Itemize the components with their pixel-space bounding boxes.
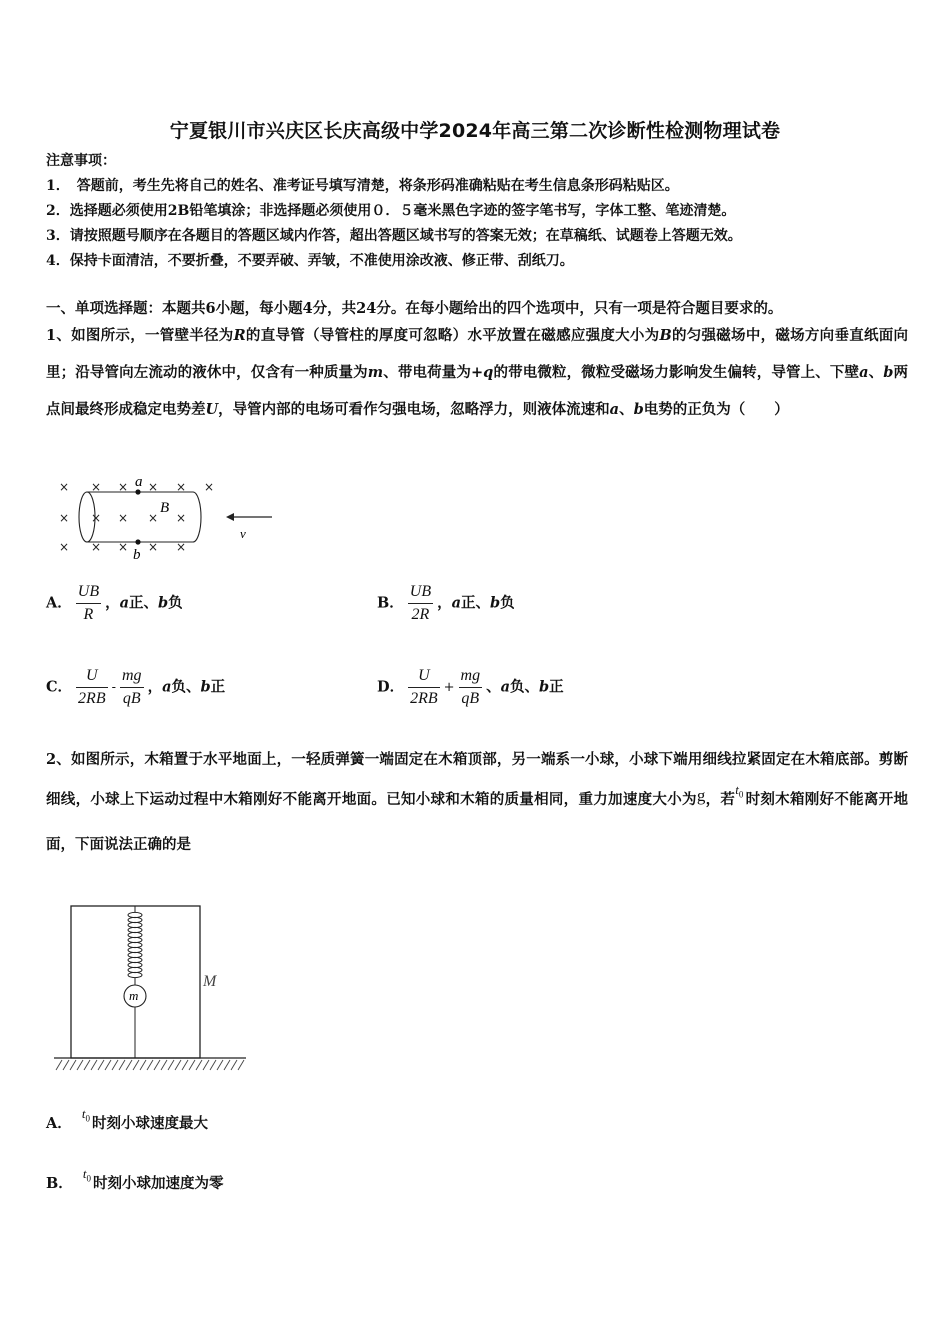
pipe-field-figure <box>50 472 290 564</box>
cross-mark: × <box>204 480 215 494</box>
option-d[interactable]: D． $\frac{U}{2RB}$ + $\frac{mg}{qB}$ 、a负、b正 <box>377 667 564 707</box>
cross-mark: × <box>148 511 159 525</box>
notice-item: 4．保持卡面清洁，不要折叠，不要弄破、弄皱，不准使用涂改液、修正带、刮纸刀。 <box>46 253 574 269</box>
cross-mark: × <box>59 480 70 494</box>
velocity-arrowhead <box>226 513 234 521</box>
cross-mark: × <box>59 540 70 554</box>
question-2-stem: 2、如图所示，木箱置于水平地面上，一轻质弹簧一端固定在木箱顶部，另一端系一小球，小球下端用细线拉紧固定在木箱底部。剪断细线，小球上下运动过程中木箱刚好不能离开地面。已知小球和木箱的质量相同，重力加速度大小为g，若$t_0$ 时刻木箱刚好不能离开地面，下面说法正确的是 <box>46 751 909 853</box>
option-c[interactable]: C． $\frac{U}{2RB}$ - $\frac{mg}{qB}$ ，a负、b正 <box>46 667 226 707</box>
cross-mark: × <box>91 511 102 525</box>
option-b[interactable]: B． $t_0$ 时刻小球加速度为零 <box>46 1166 224 1192</box>
label-a: a <box>135 474 143 490</box>
option-a[interactable]: A． $\frac{UB}{R}$ ，a正、b负 <box>46 583 183 623</box>
spring <box>128 912 142 977</box>
notice-item: 2．选择题必须使用2B铅笔填涂；非选择题必须使用０．５毫米黑色字迹的签字笔书写，字体工整、笔迹清楚。 <box>46 203 736 219</box>
cross-mark: × <box>176 480 187 494</box>
cross-mark: × <box>91 480 102 494</box>
label-m: m <box>129 988 139 1003</box>
point-a <box>135 489 140 494</box>
option-b[interactable]: B． $\frac{UB}{2R}$ ，a正、b负 <box>377 583 515 623</box>
cross-mark: × <box>91 540 102 554</box>
label-b: b <box>133 547 141 563</box>
label-B: B <box>160 500 170 516</box>
point-b <box>135 539 140 544</box>
label-M: M <box>203 973 217 990</box>
option-a[interactable]: A． $t_0$ 时刻小球速度最大 <box>46 1106 208 1132</box>
cross-mark: × <box>148 540 159 554</box>
box-spring-figure <box>50 898 260 1080</box>
question-1-stem: 1、如图所示，一管壁半径为R的直导管（导管柱的厚度可忽略）水平放置在磁感应强度大小为B的匀强磁场中，磁场方向垂直纸面向里；沿导管向左流动的液休中，仅含有一种质量为m、带电荷量为+q的带电微粒，微粒受磁场力影响发生偏转，导管上、下壁a、b两点间最终形成稳定电势差U，导管内部的电场可看作匀强电场，忽略浮力，则液体流速和a、b电势的正负为（ ） <box>46 327 909 418</box>
cross-mark: × <box>118 511 129 525</box>
cross-mark: × <box>59 511 70 525</box>
notice-item: 3．请按照题号顺序在各题目的答题区域内作答，超出答题区域书写的答案无效；在草稿纸、试题卷上答题无效。 <box>46 228 742 244</box>
cross-mark: × <box>118 540 129 554</box>
cross-mark: × <box>118 480 129 494</box>
cross-mark: × <box>176 511 187 525</box>
section-header: 一、单项选择题：本题共6小题，每小题4分，共24分。在每小题给出的四个选项中，只有一项是符合题目要求的。 <box>46 300 783 317</box>
cross-mark: × <box>148 480 159 494</box>
cross-mark: × <box>176 540 187 554</box>
page-title: 宁夏银川市兴庆区长庆高级中学2024年高三第二次诊断性检测物理试卷 <box>169 120 781 142</box>
label-v: v <box>240 526 246 541</box>
ground-hatch <box>56 1060 244 1070</box>
notice-heading: 注意事项： <box>46 153 116 169</box>
notice-item: 1． 答题前，考生先将自己的姓名、准考证号填写清楚，将条形码准确粘贴在考生信息条形码粘贴区。 <box>46 178 679 194</box>
